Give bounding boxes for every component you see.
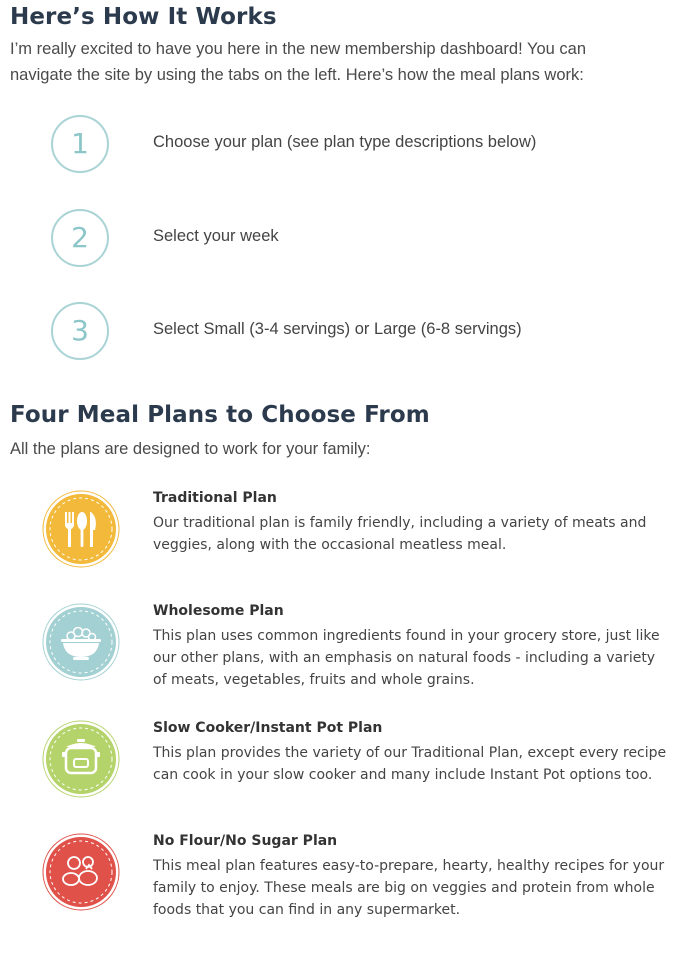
plan-description: This plan provides the variety of our Traditional Plan, except every recipe can cook in your slow cooker and many include Instant Pot options too. xyxy=(153,745,667,783)
salad-bowl-icon xyxy=(42,603,120,681)
step-text-3: Select Small (3-4 servings) or Large (6-8 servings) xyxy=(153,320,522,338)
meal-plans-intro: All the plans are designed to work for your family: xyxy=(10,440,371,458)
step-text-1: Choose your plan (see plan type descriptions below) xyxy=(153,133,537,151)
step-text-2: Select your week xyxy=(153,227,279,245)
utensils-icon xyxy=(42,490,120,568)
step-3 xyxy=(0,302,700,366)
plan-name: Traditional Plan xyxy=(153,490,277,506)
plan-description: This plan uses common ingredients found in your grocery store, just like our other plans, with an emphasis on natural foods - including a variety of meats, vegetables, fruits and whole grains. xyxy=(153,628,660,688)
slow-cooker-icon xyxy=(42,720,120,798)
meal-plans-heading: Four Meal Plans to Choose From xyxy=(10,402,430,428)
plan-name: Slow Cooker/Instant Pot Plan xyxy=(153,720,383,736)
plan-description: Our traditional plan is family friendly, including a variety of meats and veggies, along with the occasional meatless meal. xyxy=(153,515,647,553)
plan-name: Wholesome Plan xyxy=(153,603,284,619)
plan-name: No Flour/No Sugar Plan xyxy=(153,833,338,849)
step-2 xyxy=(0,209,700,273)
step-1 xyxy=(0,115,700,179)
step-number-1: 1 xyxy=(51,115,109,173)
vegetables-icon xyxy=(42,833,120,911)
how-it-works-intro: I’m really excited to have you here in the new membership dashboard! You can navigate the site by using the tabs on the left. Here’s how the meal plans work: xyxy=(10,40,587,84)
step-number-2: 2 xyxy=(51,209,109,267)
how-it-works-heading: Here’s How It Works xyxy=(10,4,277,30)
plan-description: This meal plan features easy-to-prepare, hearty, healthy recipes for your family to enjoy. These meals are big on veggies and protein from whole foods that you can find in any supermarket. xyxy=(153,858,665,918)
step-number-3: 3 xyxy=(51,302,109,360)
